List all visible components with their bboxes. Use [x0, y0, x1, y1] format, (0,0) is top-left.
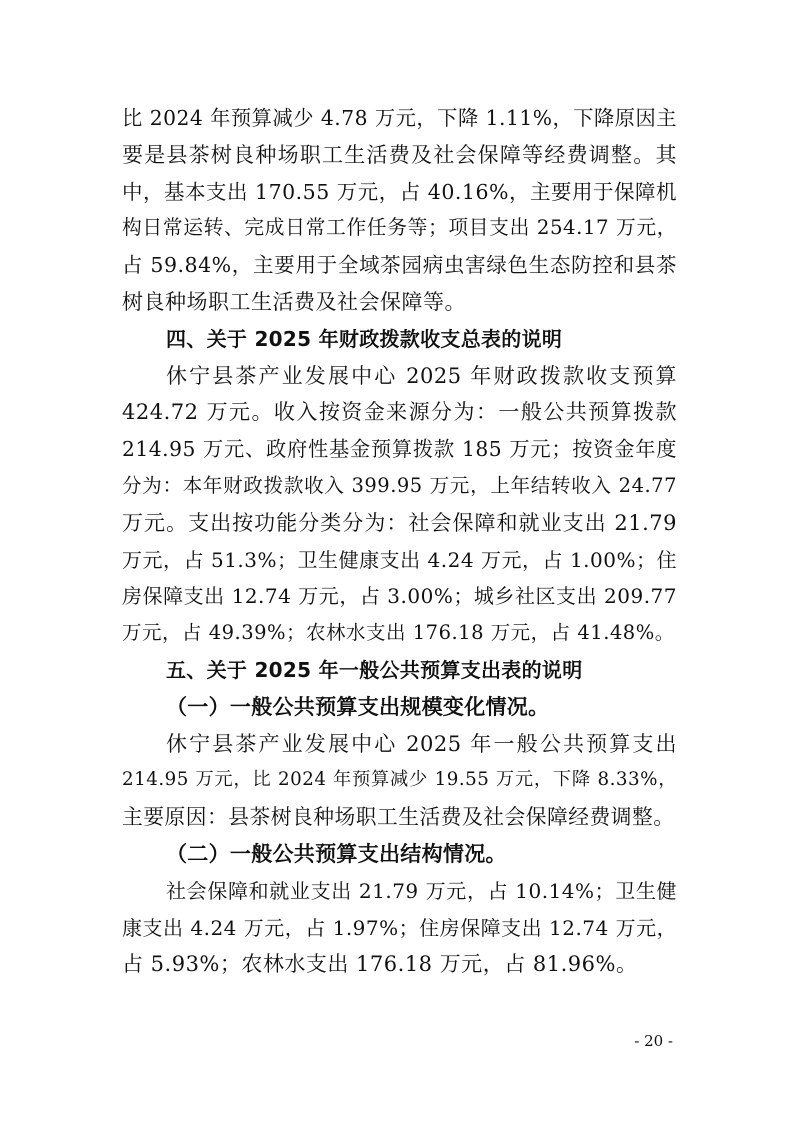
- paragraph-line: 要是县茶树良种场职工生活费及社会保障等经费调整。其: [122, 142, 677, 167]
- section-heading-5: 五、关于 2025 年一般公共预算支出表的说明: [166, 657, 583, 682]
- paragraph-line: 占 5.93%；农林水支出 176.18 万元，占 81.96%。: [122, 952, 638, 977]
- paragraph-line: 树良种场职工生活费及社会保障等。: [122, 289, 466, 314]
- paragraph-line: 康支出 4.24 万元，占 1.97%；住房保障支出 12.74 万元，: [122, 915, 678, 940]
- paragraph-line: 主要原因：县茶树良种场职工生活费及社会保障经费调整。: [122, 805, 675, 830]
- subsection-heading-2: （二）一般公共预算支出结构情况。: [166, 840, 507, 866]
- paragraph-line: 构日常运转、完成日常工作任务等；项目支出 254.17 万元，: [122, 216, 677, 240]
- paragraph-line: 占 59.84%，主要用于全域茶园病虫害绿色生态防控和县茶: [122, 253, 677, 278]
- paragraph-line: 214.95 万元，比 2024 年预算减少 19.55 万元，下降 8.33%，: [122, 769, 677, 791]
- paragraph-line: 中，基本支出 170.55 万元，占 40.16%，主要用于保障机: [122, 179, 677, 204]
- page-number: - 20 -: [634, 1032, 673, 1050]
- paragraph-line: 休宁县茶产业发展中心 2025 年财政拨款收支预算: [166, 363, 677, 388]
- document-body: [122, 100, 677, 983]
- paragraph-line: 社会保障和就业支出 21.79 万元，占 10.14%；卫生健: [166, 878, 677, 903]
- paragraph-line: 分为：本年财政拨款收入 399.95 万元，上年结转收入 24.77: [122, 473, 677, 497]
- paragraph-line: 424.72 万元。收入按资金来源分为：一般公共预算拨款: [122, 400, 677, 425]
- subsection-heading-1: （一）一般公共预算支出规模变化情况。: [166, 693, 550, 719]
- paragraph-line: 休宁县茶产业发展中心 2025 年一般公共预算支出: [166, 731, 677, 756]
- paragraph-line: 房保障支出 12.74 万元，占 3.00%；城乡社区支出 209.77: [122, 584, 677, 609]
- paragraph-line: 万元，占 49.39%；农林水支出 176.18 万元，占 41.48%。: [122, 621, 675, 645]
- paragraph-line: 214.95 万元、政府性基金预算拨款 185 万元；按资金年度: [122, 437, 677, 462]
- paragraph-line: 万元。支出按功能分类分为：社会保障和就业支出 21.79: [122, 510, 677, 535]
- paragraph-line: 万元，占 51.3%；卫生健康支出 4.24 万元，占 1.00%；住: [122, 547, 677, 572]
- section-heading-4: 四、关于 2025 年财政拨款收支总表的说明: [166, 326, 563, 351]
- paragraph-line: 比 2024 年预算减少 4.78 万元，下降 1.11%，下降原因主: [122, 106, 677, 130]
